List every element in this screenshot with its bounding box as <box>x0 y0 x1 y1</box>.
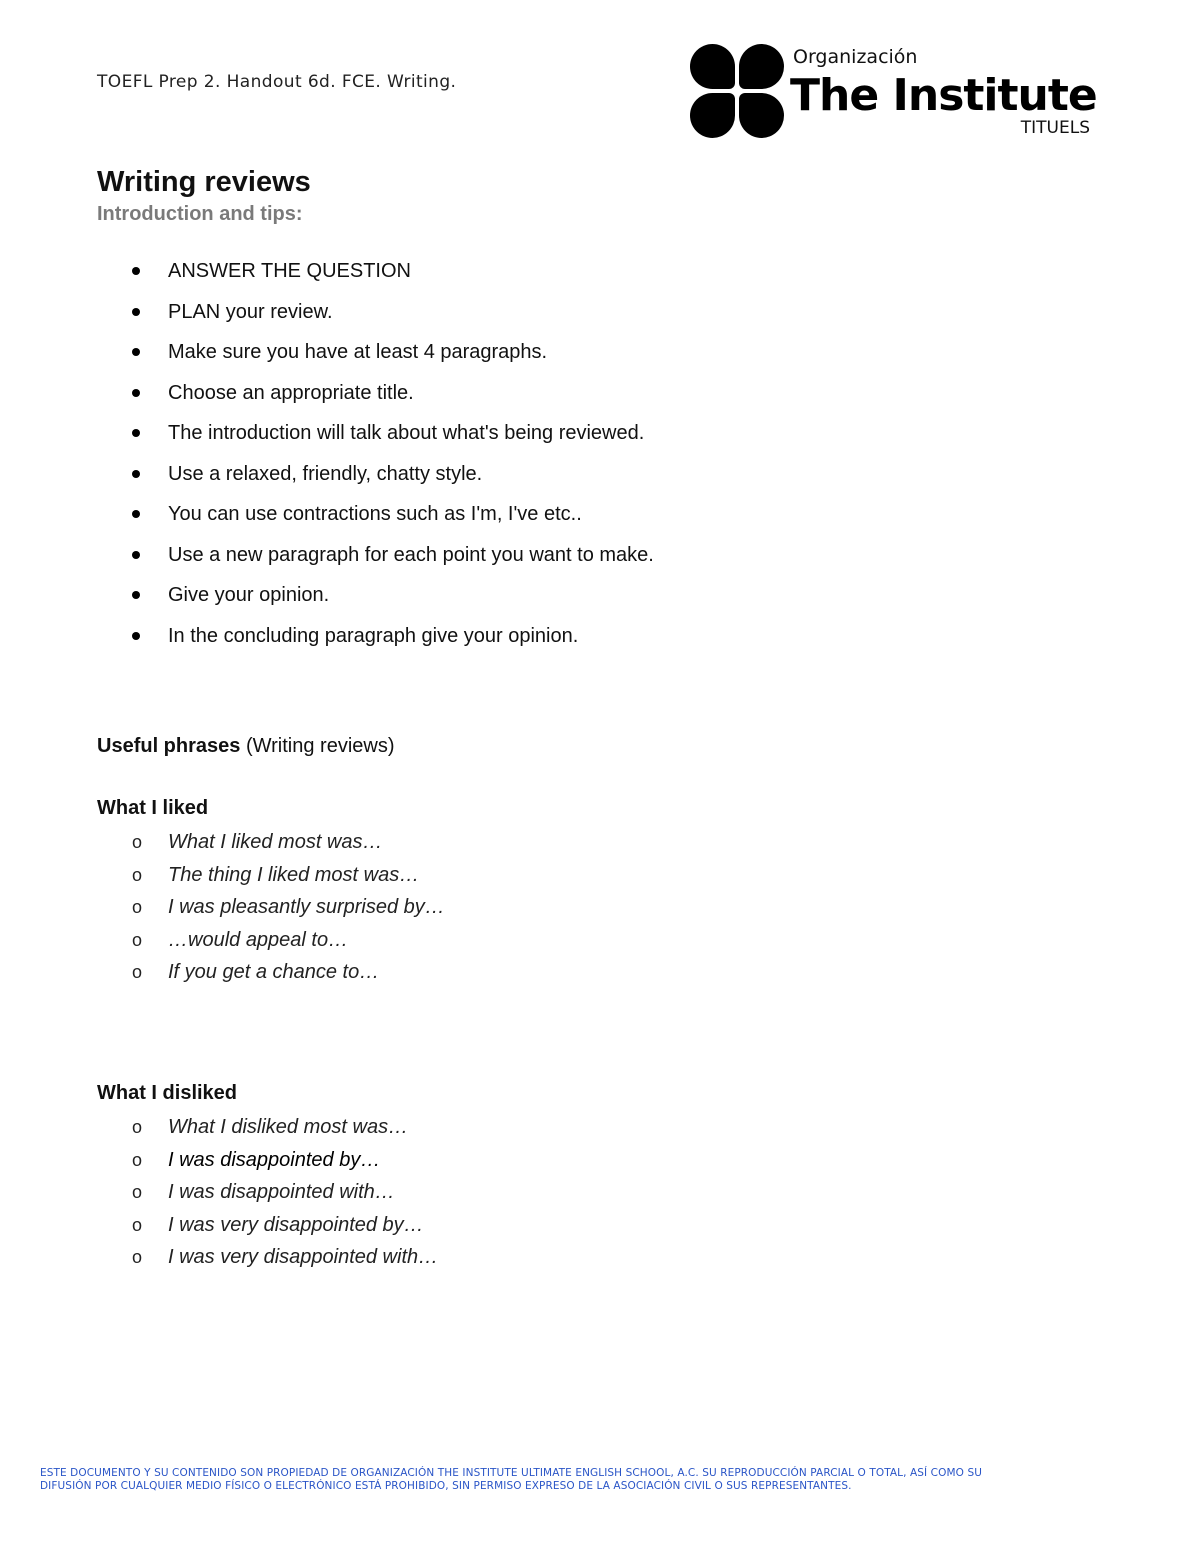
list-item: o I was pleasantly surprised by… <box>132 893 445 926</box>
copyright-footer <box>40 1467 1150 1493</box>
circle-bullet-icon: o <box>132 864 143 885</box>
list-item: o I was very disappointed with… <box>132 1243 438 1276</box>
bullet-icon <box>132 308 140 316</box>
list-item: o The thing I liked most was… <box>132 861 445 894</box>
list-item: The introduction will talk about what's being reviewed. <box>130 418 654 459</box>
list-item: o What I disliked most was… <box>132 1113 438 1146</box>
bullet-icon <box>132 591 140 599</box>
useful-phrases-heading <box>97 735 394 758</box>
list-item: Make sure you have at least 4 paragraphs. <box>130 337 654 378</box>
footer-line-1: ESTE DOCUMENTO Y SU CONTENIDO SON PROPIEDAD DE ORGANIZACIÓN THE INSTITUTE ULTIMATE ENGLISH SCHOOL, A.C. SU REPRODUCCIÓN PARCIAL O TOTAL, ASÍ COMO SU <box>40 1467 982 1479</box>
list-item: o …would appeal to… <box>132 926 445 959</box>
list-item: o I was very disappointed by… <box>132 1211 438 1244</box>
page-subtitle: Introduction and tips: <box>97 203 303 225</box>
list-item: ANSWER THE QUESTION <box>130 256 654 297</box>
clover-logo-icon <box>690 44 785 139</box>
list-item: o I was disappointed with… <box>132 1178 438 1211</box>
tips-list <box>130 256 654 661</box>
footer-line-2: DIFUSIÓN POR CUALQUIER MEDIO FÍSICO O ELECTRÓNICO ESTÁ PROHIBIDO, SIN PERMISO EXPRESO DE LA ASOCIACIÓN CIVIL O SUS REPRESENTANTES. <box>40 1480 852 1492</box>
list-item: You can use contractions such as I'm, I've etc.. <box>130 499 654 540</box>
page-title: Writing reviews <box>97 166 311 198</box>
circle-bullet-icon: o <box>132 1149 143 1170</box>
bullet-icon <box>132 389 140 397</box>
circle-bullet-icon: o <box>132 832 143 852</box>
circle-bullet-icon: o <box>132 929 143 950</box>
circle-bullet-icon: o <box>132 1247 143 1267</box>
bullet-icon <box>132 267 140 275</box>
logo-top-text: Organización <box>793 46 918 68</box>
list-item: Choose an appropriate title. <box>130 378 654 419</box>
useful-phrases-rest: (Writing reviews) <box>240 735 395 757</box>
list-item: o What I liked most was… <box>132 828 445 861</box>
bullet-icon <box>132 510 140 518</box>
bullet-icon <box>132 348 140 356</box>
list-item: Use a new paragraph for each point you want to make. <box>130 540 654 581</box>
bullet-icon <box>132 429 140 437</box>
list-item: PLAN your review. <box>130 297 654 338</box>
logo-main-text: The Institute <box>790 70 1097 121</box>
circle-bullet-icon: o <box>132 1182 143 1202</box>
disliked-heading: What I disliked <box>97 1082 238 1104</box>
bullet-icon <box>132 470 140 478</box>
list-item: o I was disappointed by… <box>132 1146 438 1179</box>
institute-logo <box>690 44 1100 144</box>
logo-sub-text: TITUELS <box>1020 118 1090 138</box>
liked-phrases-list <box>132 828 445 991</box>
circle-bullet-icon: o <box>132 1214 143 1235</box>
list-item: o If you get a chance to… <box>132 958 445 991</box>
liked-heading: What I liked <box>97 797 209 819</box>
bullet-icon <box>132 632 140 640</box>
list-item: Give your opinion. <box>130 580 654 621</box>
list-item: Use a relaxed, friendly, chatty style. <box>130 459 654 500</box>
circle-bullet-icon: o <box>132 897 143 917</box>
bullet-icon <box>132 551 140 559</box>
list-item: In the concluding paragraph give your opinion. <box>130 621 654 662</box>
circle-bullet-icon: o <box>132 1117 143 1137</box>
useful-phrases-bold: Useful phrases <box>97 735 241 757</box>
disliked-phrases-list <box>132 1113 438 1276</box>
circle-bullet-icon: o <box>132 962 143 982</box>
course-header: TOEFL Prep 2. Handout 6d. FCE. Writing. <box>97 72 457 92</box>
